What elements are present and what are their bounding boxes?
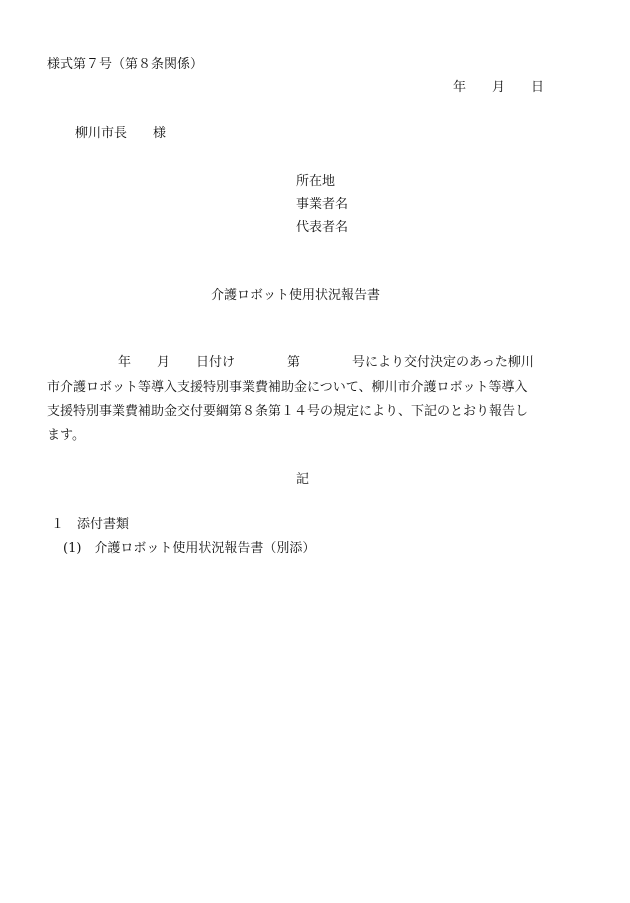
document-title: 介護ロボット使用状況報告書 xyxy=(211,288,381,303)
representative-label: 代表者名 xyxy=(296,220,349,235)
address-label: 所在地 xyxy=(296,174,336,189)
body-line-4: ます。 xyxy=(47,428,85,443)
record-mark: 記 xyxy=(296,472,310,487)
form-number: 様式第７号（第８条関係） xyxy=(47,57,204,72)
business-name-label: 事業者名 xyxy=(296,197,349,212)
addressee: 柳川市長 様 xyxy=(75,126,167,141)
body-line-1: 年 月 日付け 第 号により交付決定のあった柳川 xyxy=(118,355,534,370)
date-line: 年 月 日 xyxy=(453,80,545,95)
body-line-2: 市介護ロボット等導入支援特別事業費補助金について、柳川市介護ロボット等導入 xyxy=(47,380,528,395)
attachments-heading: １ 添付書類 xyxy=(51,517,130,532)
attachment-item: (1) 介護ロボット使用状況報告書（別添） xyxy=(63,541,316,556)
body-line-3: 支援特別事業費補助金交付要綱第８条第１４号の規定により、下記のとおり報告し xyxy=(47,404,529,419)
